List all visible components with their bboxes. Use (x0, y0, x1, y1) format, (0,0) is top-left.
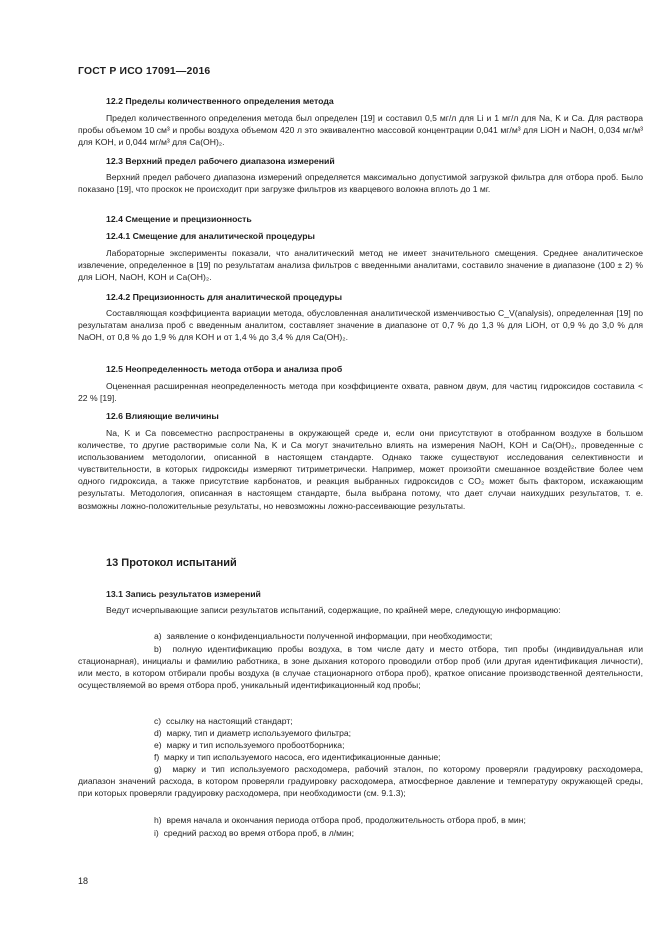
list-marker: c) (154, 716, 162, 726)
section-text-12-6: Na, K и Ca повсеместно распространены в окружающей среде и, если они присутствуют в отобранном воздухе в большом количестве, то другие растворимые соли Na, K и Ca могут значительно влиять на измерения NaOH, KOH и Ca(OH)₂, проведенные с использованием методологии, описанной в настоящем стандарте. Однако также существуют исследования селективности и чувствительности, в которых гидроксиды измеряют титриметрически. Например, может произойти смешанное воздействие более чем одного гидроксида, а также присутствие карбонатов, и реакция выбранных гидроксидов с CO₂ может быть фактором, искажающим результаты. Методология, описанная в настоящем стандарте, была выбрана потому, что дает случаи наихудших результатов, т. е. возможны ложно-положительные результаты, но невозможны ложно-рассеивающие результаты. (78, 428, 643, 511)
list-item (78, 814, 643, 826)
list-text: время начала и окончания периода отбора проб, продолжительность отбора проб, в мин; (166, 815, 526, 825)
list-item (78, 643, 643, 691)
section-text-12-5: Оцененная расширенная неопределенность метода при коэффициенте охвата, равном двум, для частиц гидроксидов составила < 22 % [19]. (78, 381, 643, 404)
list-text: полную идентификацию пробы воздуха, в том числе дату и место отбора, тип пробы (индивидуальная или стационарная), инициалы и фамилию работника, в зоне дыхания которого проводили отбор проб (или другая идентификация личности), или место, в котором отбирали пробы воздуха (в случае стационарного отбора проб), краткое описание производственной деятельности, осуществляемой во время отбора проб, уникальный идентификационный код пробы; (78, 644, 644, 691)
section-text-12-4-2: Составляющая коэффициента вариации метода, обусловленная аналитической изменчивостью C_V(analysis), определенная [19] по результатам анализа проб с введенным аналитом, составляет значение в диапазоне от 0,7 % до 1,3 % для LiOH, от 0,9 % до 3,0 % для NaOH, от 0,8 % до 1,9 % для KOH и от 1,4 % до 3,4 % для Ca(OH)₂. (78, 308, 643, 343)
list-item (78, 630, 643, 642)
list-text: средний расход во время отбора проб, в л/мин; (163, 828, 355, 838)
list-text: марку, тип и диаметр используемого фильтра; (166, 728, 352, 738)
list-marker: h) (154, 815, 162, 825)
list-text: заявление о конфиденциальности полученной информации, при необходимости; (166, 631, 493, 641)
list-item (78, 727, 643, 739)
section-heading-12-4: 12.4 Смещение и прецизионность (106, 214, 252, 224)
list-marker: b) (154, 644, 162, 654)
section-heading-12-2: 12.2 Пределы количественного определения метода (106, 96, 334, 106)
section-intro-13-1: Ведут исчерпывающие записи результатов испытаний, содержащие, по крайней мере, следующую информацию: (106, 605, 561, 615)
list-text: марку и тип используемого расходомера, рабочий эталон, по которому проверяли градуировку расходомера, диапазон значений расхода, в котором проверяли градуировку расходомера, атмосферное давление и температуру окружающей среды, при которых проверяли градуировку расходомера, при необходимости (см. 9.1.3); (78, 764, 643, 799)
page-number: 18 (78, 876, 89, 886)
list-marker: a) (154, 631, 162, 641)
section-heading-12-4-1: 12.4.1 Смещение для аналитической процедуры (106, 231, 315, 241)
list-marker: f) (154, 752, 160, 762)
list-item (78, 715, 643, 727)
document-header: ГОСТ Р ИСО 17091—2016 (78, 66, 211, 77)
list-item (78, 827, 643, 839)
list-marker: i) (154, 828, 159, 838)
list-text: марку и тип используемого пробоотборника; (166, 740, 345, 750)
list-marker: g) (154, 764, 162, 774)
section-heading-13-1: 13.1 Запись результатов измерений (106, 589, 261, 599)
list-marker: d) (154, 728, 162, 738)
section-text-12-4-1: Лабораторные эксперименты показали, что аналитический метод не имеет значительного смещения. Среднее аналитическое извлечение, определенное в [19] по результатам анализа фильтров с введенными аналитами, составило значение в диапазоне (100 ± 2) % для LiOH, NaOH, KOH и Ca(OH)₂. (78, 248, 643, 283)
list-item (78, 763, 643, 799)
section-heading-12-6: 12.6 Влияющие величины (106, 411, 219, 421)
list-item (78, 751, 643, 763)
section-heading-12-5: 12.5 Неопределенность метода отбора и анализа проб (106, 364, 343, 374)
section-heading-12-3: 12.3 Верхний предел рабочего диапазона измерений (106, 156, 335, 166)
section-heading-13: 13 Протокол испытаний (106, 557, 237, 569)
list-text: ссылку на настоящий стандарт; (165, 716, 293, 726)
section-text-12-3: Верхний предел рабочего диапазона измерений определяется максимально допустимой загрузкой фильтра для отбора проб. Было показано [19], что проскок не происходит при загрузке фильтров из кварцевого волокна вплоть до 1 мг. (78, 172, 643, 195)
list-marker: e) (154, 740, 162, 750)
list-item (78, 739, 643, 751)
section-heading-12-4-2: 12.4.2 Прецизионность для аналитической процедуры (106, 292, 342, 302)
list-text: марку и тип используемого насоса, его идентификационные данные; (164, 752, 441, 762)
section-text-12-2: Предел количественного определения метода был определен [19] и составил 0,5 мг/л для Li и 1 мг/л для Na, K и Ca. Для раствора пробы объемом 10 см³ и пробы воздуха объемом 420 л это эквивалентно массовой концентрации 0,041 мг/м³ для LiOH и NaOH, 0,034 мг/м³ для KOH, и 0,044 мг/м³ для Ca(OH)₂. (78, 113, 643, 148)
